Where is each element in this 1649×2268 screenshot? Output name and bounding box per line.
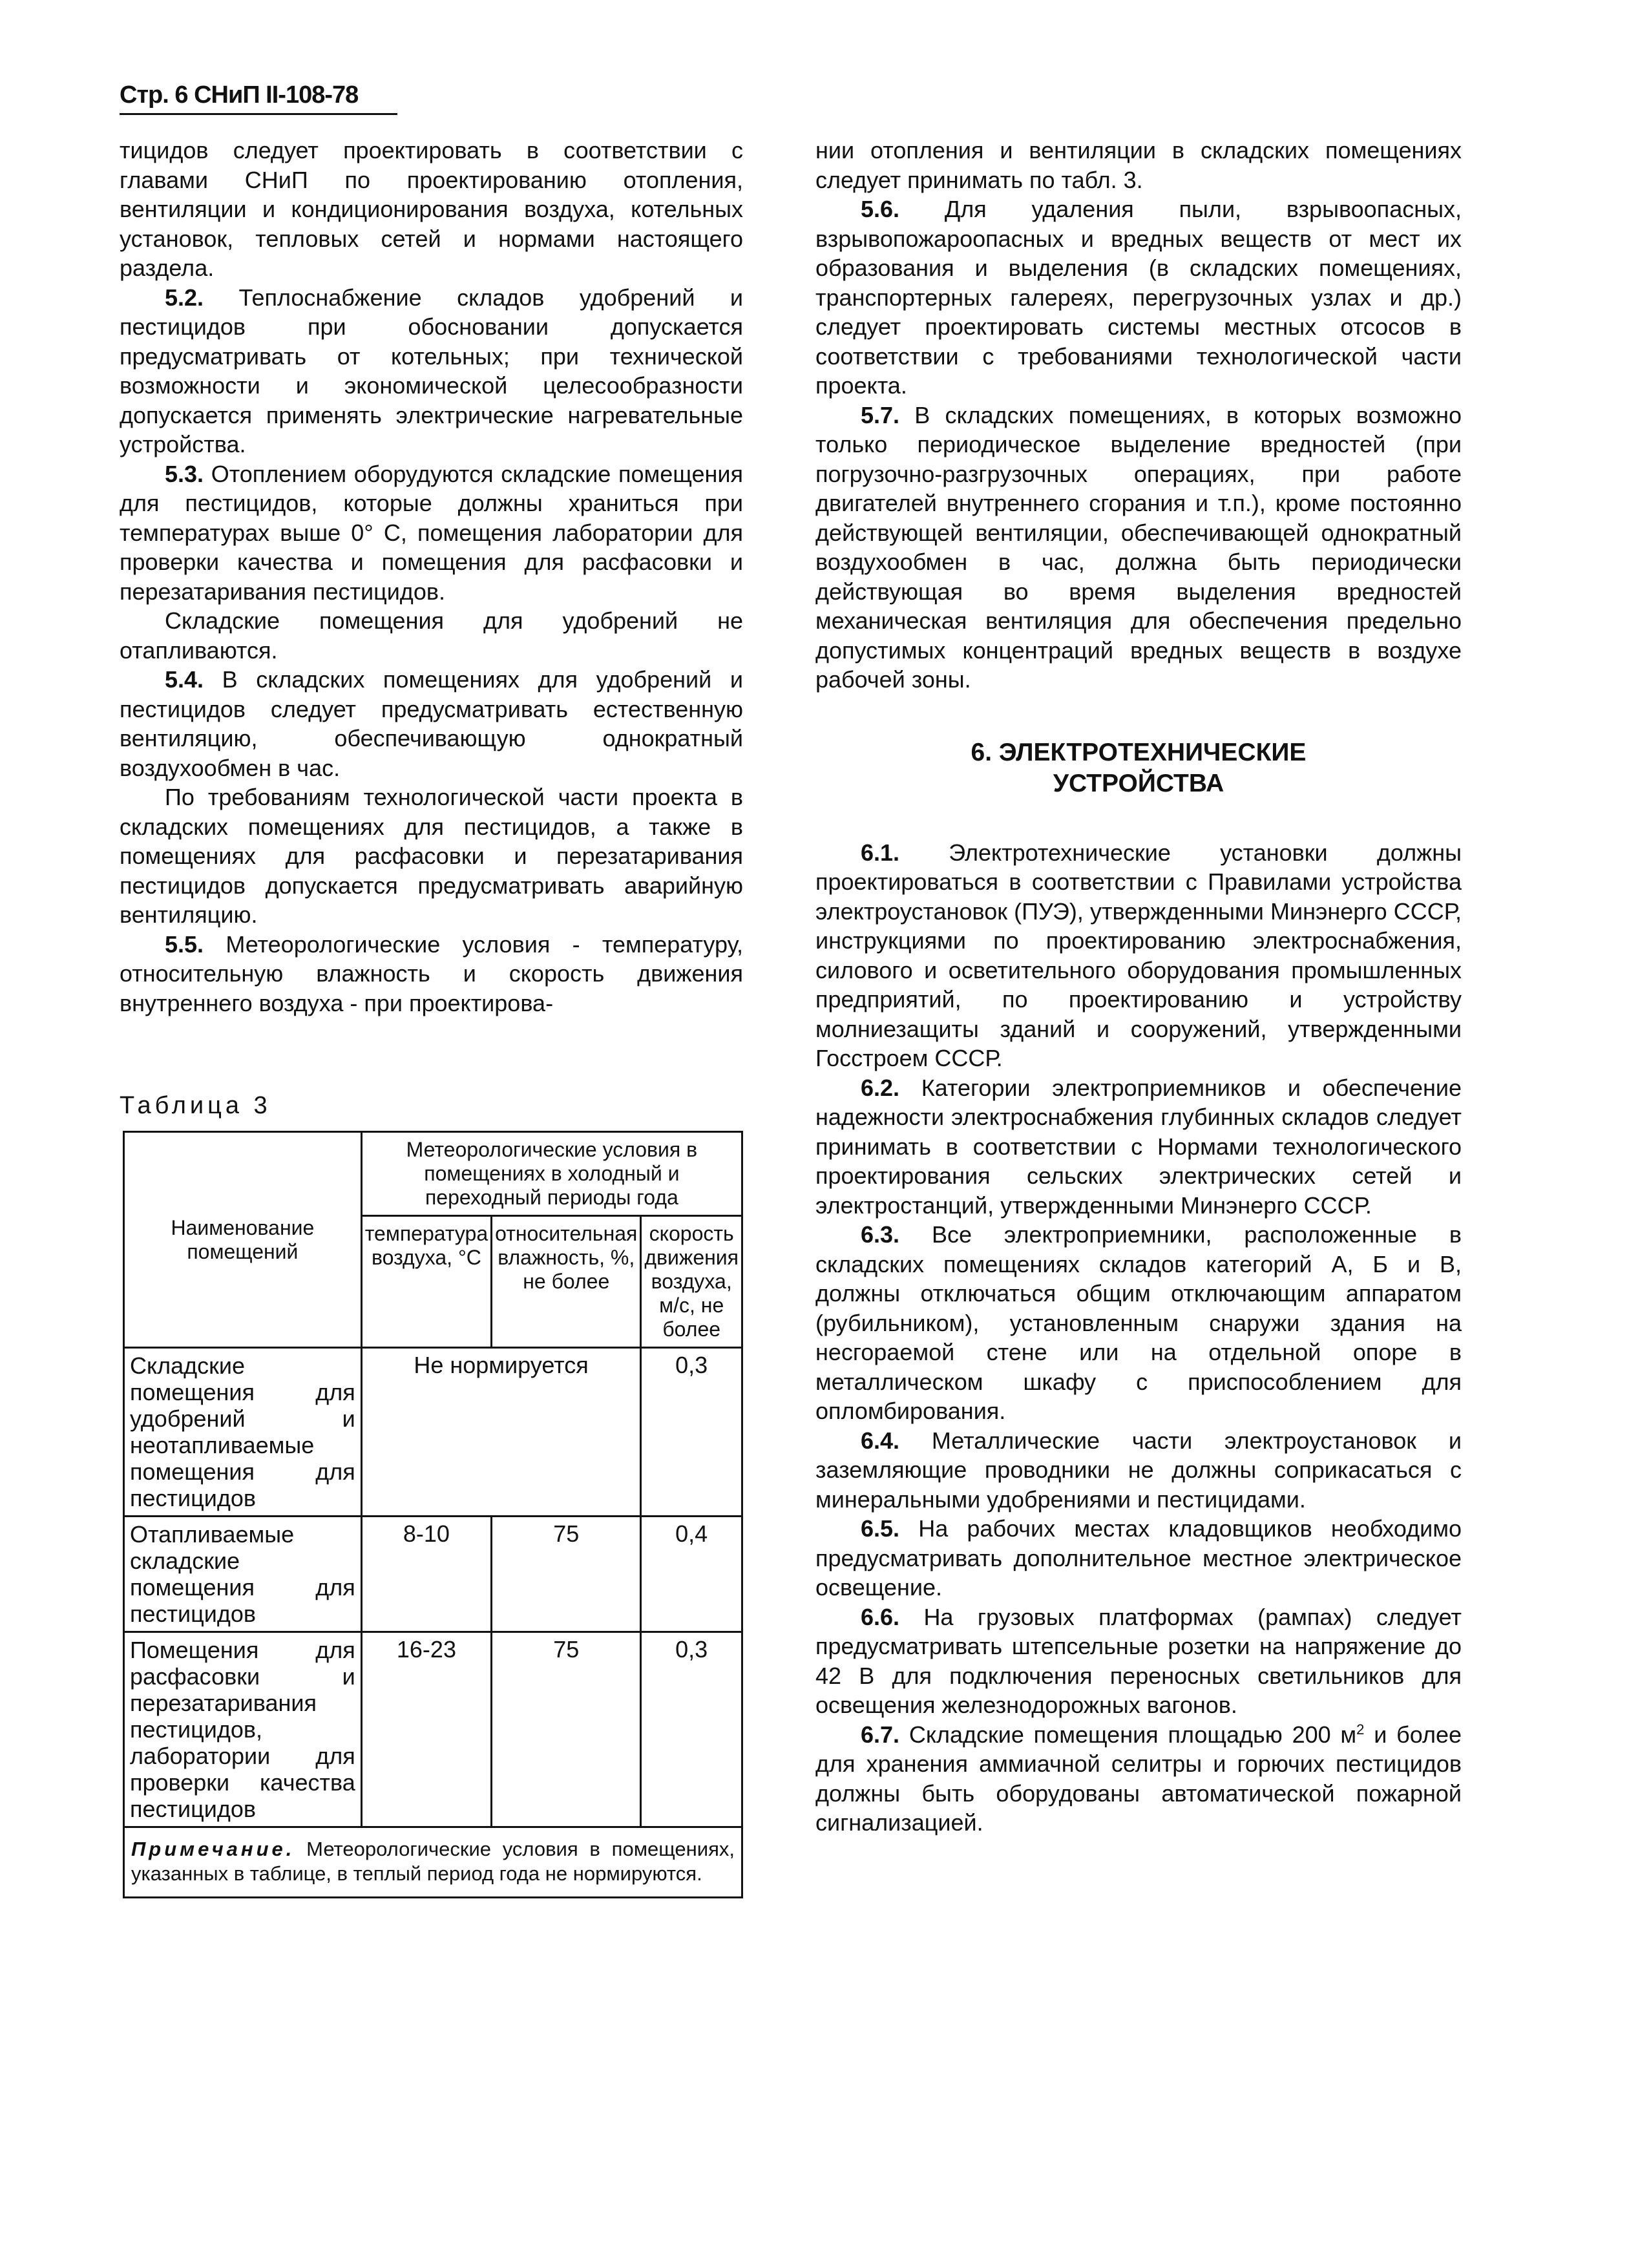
- table-cell: 75: [492, 1632, 641, 1827]
- clause-number: 5.3.: [165, 460, 204, 487]
- table-note-row: [124, 1827, 742, 1898]
- clause-5-3: [120, 459, 743, 607]
- right-column: [815, 136, 1462, 1838]
- clause-text: Метеорологические условия - температуру, относительную влажность и скорость движения внутреннего воздуха - при проектирова-: [120, 930, 743, 1016]
- table-cell: 0,3: [641, 1348, 742, 1517]
- table-cell: 0,4: [641, 1517, 742, 1632]
- table-note: [124, 1827, 742, 1898]
- clause-6-4: [815, 1426, 1462, 1515]
- column-header-humidity: относительная влажность, %, не более: [492, 1216, 641, 1348]
- superscript: 2: [1356, 1721, 1365, 1738]
- table-3: [123, 1131, 743, 1898]
- column-header-group: Метеорологические условия в помещениях в холодный и переходный периоды года: [361, 1132, 742, 1216]
- clause-text: На рабочих местах кладовщиков необходимо предусматривать дополнительное местное электрическое освещение.: [815, 1515, 1462, 1601]
- table-cell: 75: [492, 1517, 641, 1632]
- clause-text: Складские помещения площадью 200 м: [909, 1721, 1357, 1748]
- clause-number: 5.2.: [165, 284, 204, 311]
- clause-number: 5.4.: [165, 666, 204, 693]
- clause-text: Металлические части электроустановок и заземляющие проводники не должны соприкасаться с минеральными удобрениями и пестицидами.: [815, 1427, 1462, 1513]
- clause-number: 5.6.: [861, 196, 900, 222]
- clause-text: Теплоснабжение складов удобрений и пестицидов при обосновании допускается предусматривать от котельных; при технической возможности и экономической целесообразности допускается применять электрические нагревательные устройства.: [120, 284, 743, 457]
- clause-number: 6.2.: [861, 1074, 900, 1101]
- clause-5-5: [120, 930, 743, 1018]
- clause-text: Категории электроприемников и обеспечение надежности электроснабжения глубинных складов следует принимать в соответствии с Нормами технологического проектирования сельских электрических сетей и электростанций, утвержденными Минэнерго СССР.: [815, 1074, 1462, 1219]
- column-header-temperature: температура воздуха, °С: [361, 1216, 491, 1348]
- table-cell: Помещения для расфасовки и перезатаривания пестицидов, лаборатории для проверки качества пестицидов: [124, 1632, 362, 1827]
- clause-5-2: [120, 283, 743, 459]
- table-caption: Таблица 3: [120, 1092, 271, 1119]
- clause-6-7: [815, 1720, 1462, 1838]
- clause-6-6: [815, 1602, 1462, 1720]
- table-cell: Отапливаемые складские помещения для пестицидов: [124, 1517, 362, 1632]
- clause-text: В складских помещениях для удобрений и пестицидов следует предусматривать естественную вентиляцию, обеспечивающую однократный воздухообмен в час.: [120, 666, 743, 781]
- section-title: [815, 737, 1462, 799]
- paragraph: Складские помещения для удобрений не отапливаются.: [120, 607, 743, 664]
- table-row: [124, 1632, 742, 1827]
- clause-6-5: [815, 1514, 1462, 1602]
- clause-text: Все электроприемники, расположенные в складских помещениях складов категорий А, Б и В, должны отключаться общим отключающим аппаратом (рубильником), установленным снаружи здания на несгораемой стене или на отдельной опоре в металлическом шкафу с приспособлением для опломбирования.: [815, 1221, 1462, 1424]
- clause-6-2: [815, 1073, 1462, 1221]
- clause-text: В складских помещениях, в которых возможно только периодическое выделение вредностей (при погрузочно-разгрузочных операциях, при работе двигателей внутреннего сгорания и т.п.), кроме постоянно действующей вентиляции, обеспечивающей однократный воздухообмен в час, должна быть периодически действующая во время выделения вредностей механическая вентиляция для обеспечения предельно допустимых концентраций вредных веществ в воздухе рабочей зоны.: [815, 401, 1462, 693]
- clause-5-6: [815, 194, 1462, 401]
- paragraph: тицидов следует проектировать в соответствии с главами СНиП по проектированию отопления, вентиляции и кондиционирования воздуха, котельных установок, тепловых сетей и нормами настоящего раздела.: [120, 137, 743, 281]
- clause-number: 6.7.: [861, 1721, 900, 1748]
- clause-number: 6.6.: [861, 1603, 900, 1630]
- clause-text: На грузовых платформах (рампах) следует предусматривать штепсельные розетки на напряжение до 42 В для подключения переносных светильников для освещения железнодорожных вагонов.: [815, 1603, 1462, 1718]
- table-cell: Не нормируется: [361, 1348, 641, 1517]
- note-text: Метеорологические условия в помещениях, указанных в таблице, в теплый период года не нормируются.: [131, 1838, 735, 1885]
- column-header-name: Наименование помещений: [124, 1132, 362, 1348]
- clause-number: 6.3.: [861, 1221, 900, 1248]
- clause-6-3: [815, 1220, 1462, 1426]
- table-row: [124, 1517, 742, 1632]
- clause-number: 6.4.: [861, 1427, 900, 1454]
- section-title-line: УСТРОЙСТВА: [1053, 769, 1224, 797]
- left-column: [120, 136, 743, 1018]
- page-header: Стр. 6 СНиП II-108-78: [120, 81, 397, 115]
- clause-text: и более для хранения аммиачной селитры и горючих пестицидов должны быть оборудованы автоматической пожарной сигнализацией.: [815, 1721, 1462, 1836]
- note-label: Примечание.: [131, 1838, 295, 1860]
- clause-number: 6.5.: [861, 1515, 900, 1542]
- table-row: [124, 1348, 742, 1517]
- paragraph: нии отопления и вентиляции в складских помещениях следует принимать по табл. 3.: [815, 137, 1462, 193]
- table-cell: 0,3: [641, 1632, 742, 1827]
- clause-5-7: [815, 401, 1462, 695]
- clause-6-1: [815, 838, 1462, 1073]
- paragraph: По требованиям технологической части проекта в складских помещениях для пестицидов, а также в помещениях для расфасовки и перезатаривания пестицидов допускается предусматривать аварийную вентиляцию.: [120, 784, 743, 928]
- clause-text: Для удаления пыли, взрывоопасных, взрывопожароопасных и вредных веществ от мест их образования и выделения (в складских помещениях, транспортерных галереях, перегрузочных узлах и др.) следует проектировать системы местных отсосов в соответствии с требованиями технологической части проекта.: [815, 196, 1462, 399]
- clause-number: 5.7.: [861, 401, 900, 428]
- table-cell: 16-23: [361, 1632, 491, 1827]
- column-header-speed: скорость движения воздуха, м/с, не более: [641, 1216, 742, 1348]
- clause-5-4: [120, 665, 743, 782]
- table-cell: Складские помещения для удобрений и неотапливаемые помещения для пестицидов: [124, 1348, 362, 1517]
- clause-text: Отоплением оборудуются складские помещения для пестицидов, которые должны храниться при температурах выше 0° С, помещения лаборатории для проверки качества и помещения для расфасовки и перезатаривания пестицидов.: [120, 460, 743, 605]
- clause-text: Электротехнические установки должны проектироваться в соответствии с Правилами устройства электроустановок (ПУЭ), утвержденными Минэнерго СССР, инструкциями по проектированию электроснабжения, силового и осветительного оборудования промышленных предприятий, по проектированию и устройству молниезащиты зданий и сооружений, утвержденными Госстроем СССР.: [815, 839, 1462, 1071]
- clause-number: 6.1.: [861, 839, 900, 866]
- table-cell: 8-10: [361, 1517, 491, 1632]
- section-title-line: 6. ЭЛЕКТРОТЕХНИЧЕСКИЕ: [971, 738, 1307, 766]
- clause-number: 5.5.: [165, 930, 204, 958]
